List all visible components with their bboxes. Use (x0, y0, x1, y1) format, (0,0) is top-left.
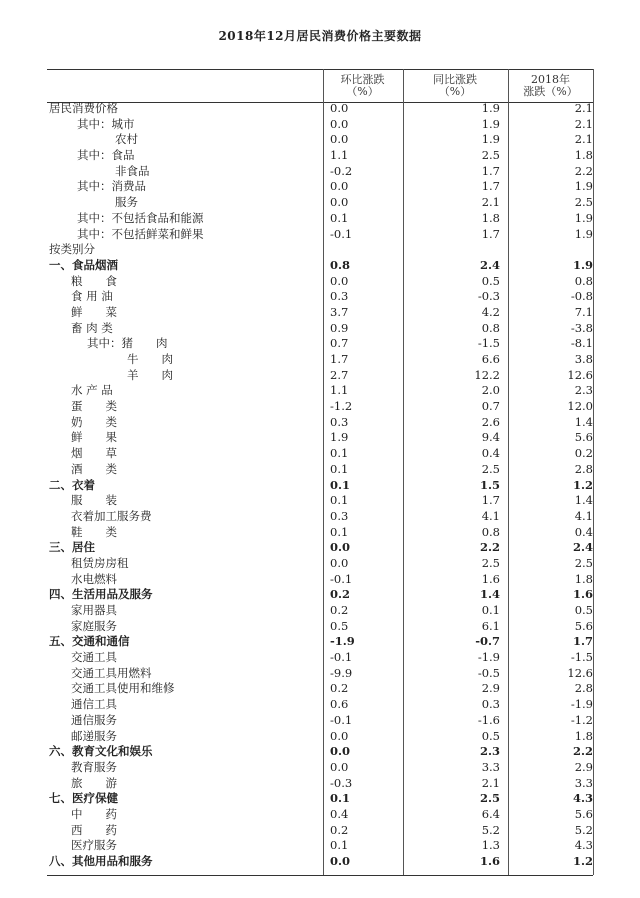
table-row (47, 540, 593, 556)
row-label: 旅 游 (71, 775, 117, 790)
cell-yoy: 1.7 (481, 226, 500, 241)
row-label: 食 用 油 (71, 289, 113, 304)
cell-year: 0.2 (574, 446, 593, 461)
cell-year: 1.9 (574, 179, 593, 194)
cell-yoy: 1.6 (481, 571, 500, 586)
row-label: 其中：不包括鲜菜和鲜果 (77, 226, 204, 241)
row-label: 粮 食 (71, 273, 117, 288)
cell-yoy: 4.2 (481, 304, 500, 319)
row-label: 交通工具使用和维修 (71, 681, 175, 696)
table-row (47, 556, 593, 572)
table-row (47, 211, 593, 227)
table-row (47, 650, 593, 666)
cell-yoy: 2.3 (479, 744, 500, 759)
cell-year: -8.1 (570, 336, 593, 351)
table-row (47, 603, 593, 619)
table-row (47, 572, 593, 588)
cell-year: 4.3 (574, 838, 593, 853)
cell-mom: 0.4 (330, 806, 349, 821)
row-label: 八、其他用品和服务 (49, 854, 153, 868)
cell-yoy: 2.6 (481, 414, 500, 429)
row-label: 家庭服务 (71, 618, 117, 633)
cell-mom: 0.0 (330, 132, 349, 147)
table-row (47, 744, 593, 760)
cell-yoy: 1.9 (481, 116, 500, 131)
row-label: 牛 肉 (127, 352, 173, 366)
table-row (47, 132, 593, 148)
cell-year: 7.1 (574, 304, 593, 319)
cell-yoy: 1.7 (481, 179, 500, 194)
cell-mom: -0.1 (330, 571, 353, 586)
cell-yoy: -0.5 (477, 665, 500, 680)
table-row (47, 681, 593, 697)
cell-year: 2.3 (574, 383, 593, 398)
cell-year: -1.5 (570, 650, 593, 665)
cell-mom: 0.0 (330, 854, 351, 868)
cell-mom: -0.2 (330, 163, 353, 178)
cell-year: 0.8 (574, 273, 593, 288)
row-label: 三、居住 (49, 540, 95, 555)
cell-mom: 0.3 (330, 508, 349, 523)
row-label: 羊 肉 (127, 367, 173, 382)
cell-yoy: 6.4 (481, 806, 500, 821)
table-row (47, 195, 593, 211)
cell-mom: 0.3 (330, 289, 349, 304)
header-year-line2: 涨跌（%） (523, 85, 578, 98)
cell-year: 0.5 (574, 603, 593, 617)
row-label: 教育服务 (71, 759, 117, 774)
cell-year: -0.8 (570, 289, 593, 304)
cell-mom: 1.1 (330, 148, 349, 163)
cell-yoy: 6.6 (481, 352, 500, 366)
cell-mom: 0.0 (330, 195, 349, 210)
row-label: 邮递服务 (71, 728, 117, 743)
cell-year: 1.2 (572, 477, 593, 492)
row-label: 四、生活用品及服务 (49, 587, 153, 602)
row-label: 畜 肉 类 (71, 320, 113, 335)
table-row (47, 807, 593, 823)
cell-yoy: 3.3 (481, 759, 500, 774)
cell-mom: 0.0 (330, 116, 349, 131)
cell-mom: 0.1 (330, 791, 351, 806)
row-label: 通信工具 (71, 697, 117, 712)
column-divider (403, 69, 404, 875)
cell-yoy: 2.0 (481, 383, 500, 398)
cell-mom: -0.1 (330, 226, 353, 241)
row-label: 服 装 (71, 493, 117, 508)
cell-mom: -0.1 (330, 650, 353, 665)
row-label: 一、食品烟酒 (49, 257, 118, 272)
cell-year: 1.9 (572, 257, 593, 272)
cell-yoy: 5.2 (481, 822, 500, 837)
row-label: 居民消费价格 (49, 101, 118, 115)
cell-yoy: -1.5 (477, 336, 500, 351)
header-mom (323, 70, 402, 102)
cell-mom: 0.2 (330, 603, 349, 617)
cell-mom: 1.1 (330, 383, 349, 398)
cell-year: 5.6 (574, 618, 593, 633)
cell-year: 1.8 (574, 571, 593, 586)
cell-year: -1.9 (570, 697, 593, 712)
table-row (47, 478, 593, 494)
cell-yoy: 2.5 (481, 148, 500, 163)
cell-yoy: 1.7 (481, 493, 500, 508)
table-row (47, 838, 593, 854)
row-label: 通信服务 (71, 712, 117, 727)
cell-year: -1.2 (570, 712, 593, 727)
row-label: 非食品 (115, 163, 150, 178)
cell-year: 3.8 (574, 352, 593, 366)
cell-year: 1.7 (572, 634, 593, 649)
cell-mom: 0.0 (330, 101, 349, 115)
row-label: 鲜 菜 (71, 304, 117, 319)
cell-yoy: 0.8 (481, 320, 500, 335)
table-row (47, 101, 593, 117)
row-label: 五、交通和通信 (49, 634, 130, 649)
cell-mom: 0.0 (330, 744, 351, 759)
cell-mom: 0.9 (330, 320, 349, 335)
table-row (47, 336, 593, 352)
cell-mom: 0.2 (330, 587, 351, 602)
row-label: 烟 草 (71, 446, 117, 461)
row-label: 其中：消费品 (77, 179, 146, 194)
table-row (47, 446, 593, 462)
table-row (47, 352, 593, 368)
cell-yoy: 2.4 (479, 257, 500, 272)
row-label: 服务 (115, 195, 138, 210)
cell-yoy: 1.5 (479, 477, 500, 492)
header-year-line1: 2018年 (531, 73, 570, 86)
cell-mom: 0.1 (330, 210, 349, 225)
row-label: 其中：食品 (77, 148, 135, 163)
table-row (47, 258, 593, 274)
cell-year: 5.6 (574, 430, 593, 445)
row-label: 按类别分 (49, 242, 95, 257)
header-mom-line2: （%） (346, 85, 379, 98)
cell-year: 2.1 (574, 101, 593, 115)
cell-year: 1.8 (574, 148, 593, 163)
cell-yoy: 0.7 (481, 399, 500, 414)
cell-mom: 0.0 (330, 540, 351, 555)
table-row (47, 776, 593, 792)
row-label: 鲜 果 (71, 430, 117, 445)
cell-year: 5.2 (574, 822, 593, 837)
cell-year: 2.9 (574, 759, 593, 774)
cell-mom: 0.1 (330, 477, 351, 492)
table-body (47, 101, 593, 870)
table-row (47, 854, 593, 870)
cell-year: 2.8 (574, 681, 593, 696)
cell-yoy: 2.1 (481, 195, 500, 210)
cell-mom: 0.1 (330, 461, 349, 476)
cell-yoy: 6.1 (481, 618, 500, 633)
row-label: 其中：猪 肉 (87, 336, 168, 351)
table-row (47, 227, 593, 243)
table-row (47, 587, 593, 603)
table-row (47, 666, 593, 682)
row-label: 二、衣着 (49, 477, 95, 492)
cell-mom: 0.0 (330, 179, 349, 194)
cell-yoy: 0.1 (481, 603, 500, 617)
cell-yoy: -1.6 (477, 712, 500, 727)
cell-yoy: 9.4 (481, 430, 500, 445)
table-row (47, 823, 593, 839)
cell-yoy: 0.8 (481, 524, 500, 539)
cell-yoy: 1.3 (481, 838, 500, 853)
cell-year: 2.5 (574, 195, 593, 210)
cpi-table (47, 69, 593, 868)
cell-year: 1.4 (574, 493, 593, 508)
cell-mom: 0.1 (330, 446, 349, 461)
cell-yoy: 1.6 (479, 854, 500, 868)
cell-year: 1.9 (574, 226, 593, 241)
cell-year: 2.5 (574, 555, 593, 570)
cell-mom: 0.2 (330, 822, 349, 837)
cell-mom: 0.0 (330, 728, 349, 743)
cell-year: 1.4 (574, 414, 593, 429)
row-label: 六、教育文化和娱乐 (49, 744, 153, 759)
table-row (47, 305, 593, 321)
cell-yoy: 1.7 (481, 163, 500, 178)
cell-mom: 0.6 (330, 697, 349, 712)
header-mom-line1: 环比涨跌 (340, 73, 385, 86)
row-label: 租赁房房租 (71, 555, 129, 570)
cell-year: 1.8 (574, 728, 593, 743)
cell-yoy: 0.5 (481, 273, 500, 288)
row-label: 医疗服务 (71, 838, 117, 853)
row-label: 奶 类 (71, 414, 117, 429)
table-row (47, 697, 593, 713)
row-label: 中 药 (71, 806, 117, 821)
cell-mom: 1.7 (330, 352, 349, 366)
cell-year: 5.6 (574, 806, 593, 821)
cell-yoy: 0.3 (481, 697, 500, 712)
cell-yoy: 1.4 (479, 587, 500, 602)
page-title: 2018年12月居民消费价格主要数据 (218, 29, 422, 43)
table-header (47, 69, 593, 103)
header-yoy-line1: 同比涨跌 (433, 73, 477, 86)
row-label: 西 药 (71, 822, 117, 837)
table-row (47, 368, 593, 384)
row-label: 其中：不包括食品和能源 (77, 210, 204, 225)
cell-yoy: 0.5 (481, 728, 500, 743)
cell-yoy: 4.1 (481, 508, 500, 523)
cell-mom: 0.0 (330, 759, 349, 774)
cell-mom: -9.9 (330, 665, 353, 680)
cell-year: 1.9 (574, 210, 593, 225)
table-row (47, 274, 593, 290)
cell-year: 2.4 (572, 540, 593, 555)
header-year (508, 70, 593, 102)
cell-year: 0.4 (574, 524, 593, 539)
table-row (47, 321, 593, 337)
row-label: 交通工具 (71, 650, 117, 665)
cell-mom: 3.7 (330, 304, 349, 319)
cell-yoy: 2.1 (481, 775, 500, 790)
cell-yoy: 2.2 (479, 540, 500, 555)
cell-mom: 0.5 (330, 618, 349, 633)
table-row (47, 399, 593, 415)
row-label: 家用器具 (71, 603, 117, 617)
cell-year: 4.3 (572, 791, 593, 806)
row-label: 水 产 品 (71, 383, 113, 398)
row-label: 农村 (115, 132, 138, 147)
table-row (47, 619, 593, 635)
header-yoy-line2: （%） (438, 85, 472, 98)
column-divider (593, 69, 594, 875)
row-label: 其中：城市 (77, 116, 135, 131)
cell-year: 2.1 (574, 132, 593, 147)
table-row (47, 713, 593, 729)
table-row (47, 164, 593, 180)
row-label: 衣着加工服务费 (71, 508, 152, 523)
table-row (47, 760, 593, 776)
cell-yoy: 1.9 (481, 132, 500, 147)
cell-year: 2.8 (574, 461, 593, 476)
cell-mom: -0.3 (330, 775, 353, 790)
cell-yoy: 12.2 (474, 367, 500, 382)
table-row (47, 148, 593, 164)
cell-yoy: -0.7 (475, 634, 500, 649)
column-divider (508, 69, 509, 875)
cell-mom: 2.7 (330, 367, 349, 382)
cell-yoy: 2.5 (481, 555, 500, 570)
cell-mom: 0.7 (330, 336, 349, 351)
cell-yoy: 1.9 (481, 101, 500, 115)
cell-yoy: 1.8 (481, 210, 500, 225)
row-label: 水电燃料 (71, 571, 117, 586)
cell-mom: 0.0 (330, 273, 349, 288)
table-row (47, 179, 593, 195)
cell-yoy: -1.9 (477, 650, 500, 665)
cell-year: 1.6 (572, 587, 593, 602)
row-label: 蛋 类 (71, 399, 117, 414)
table-row (47, 791, 593, 807)
cell-yoy: 0.4 (481, 446, 500, 461)
cell-year: 12.6 (567, 367, 593, 382)
table-bottom-rule (47, 875, 593, 876)
cell-yoy: 2.5 (481, 461, 500, 476)
cell-mom: 0.8 (330, 257, 351, 272)
cell-yoy: 2.9 (481, 681, 500, 696)
cell-mom: 0.1 (330, 493, 349, 508)
cell-year: 12.0 (567, 399, 593, 414)
cell-year: 2.2 (574, 163, 593, 178)
table-row (47, 493, 593, 509)
cell-mom: 0.1 (330, 524, 349, 539)
table-row (47, 383, 593, 399)
table-row (47, 242, 593, 258)
cell-yoy: -0.3 (477, 289, 500, 304)
row-label: 交通工具用燃料 (71, 665, 152, 680)
cell-mom: -1.2 (330, 399, 353, 414)
table-row (47, 462, 593, 478)
table-row (47, 634, 593, 650)
table-row (47, 430, 593, 446)
cell-year: 4.1 (574, 508, 593, 523)
header-yoy (403, 70, 507, 102)
cell-year: -3.8 (570, 320, 593, 335)
table-row (47, 289, 593, 305)
table-row (47, 415, 593, 431)
cell-yoy: 2.5 (479, 791, 500, 806)
cell-mom: 1.9 (330, 430, 349, 445)
column-divider (323, 69, 324, 875)
cell-mom: -1.9 (330, 634, 355, 649)
row-label: 酒 类 (71, 461, 117, 476)
cell-mom: 0.3 (330, 414, 349, 429)
cell-mom: 0.0 (330, 555, 349, 570)
cell-year: 2.1 (574, 116, 593, 131)
cell-mom: -0.1 (330, 712, 353, 727)
cell-year: 2.2 (572, 744, 593, 759)
cell-year: 1.2 (572, 854, 593, 868)
table-row (47, 117, 593, 133)
row-label: 鞋 类 (71, 524, 117, 539)
row-label: 七、医疗保健 (49, 791, 118, 806)
cell-mom: 0.1 (330, 838, 349, 853)
cell-mom: 0.2 (330, 681, 349, 696)
cell-year: 3.3 (574, 775, 593, 790)
table-row (47, 525, 593, 541)
table-row (47, 509, 593, 525)
cell-year: 12.6 (567, 665, 593, 680)
table-row (47, 729, 593, 745)
